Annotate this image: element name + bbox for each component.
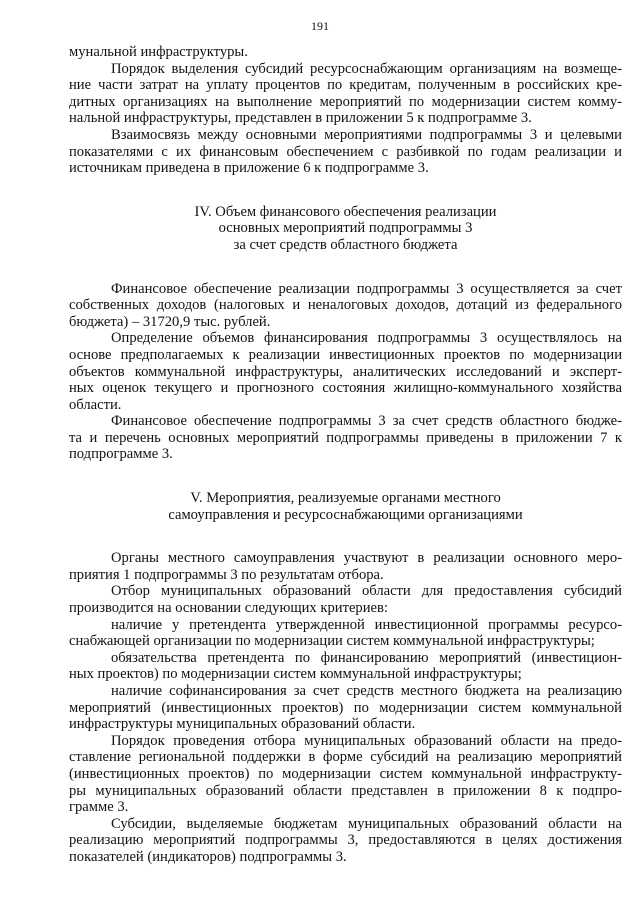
paragraph-continuation — [69, 44, 622, 61]
text-line: подпрограмме 3. — [69, 446, 173, 463]
paragraph-regional-budget — [69, 413, 622, 463]
heading-line: за счет средств областного бюджета — [233, 236, 458, 253]
text-line: области. — [69, 396, 122, 413]
section-heading-v — [69, 490, 622, 523]
paragraph-selection — [69, 583, 622, 616]
paragraph-financing — [69, 281, 622, 331]
text-line: производится на основании следующих критериев: — [69, 600, 388, 617]
text-line: Отбор муниципальных образований области для предоставления субсидий — [111, 583, 622, 600]
text-line: дитных организациях на выполнение мероприятий по модернизации систем комму- — [69, 93, 622, 110]
text-line: ние части затрат на уплату процентов по кредитам, полученным в российских кре- — [69, 77, 622, 94]
text-line: грамме 3. — [69, 799, 129, 816]
text-line: наличие софинансирования за счет средств местного бюджета на реализацию — [111, 683, 622, 699]
page-number: 191 — [311, 19, 329, 33]
text-line: снабжающей организации по модернизации систем коммунальной инфраструктуры; — [69, 633, 595, 650]
text-line: Субсидии, выделяемые бюджетам муниципальных образований области на — [111, 815, 622, 832]
text-line: объектов коммунальной инфраструктуры, аналитических исследований и эксперт- — [69, 363, 622, 380]
text-line: нальной инфраструктуры, представлен в приложении 5 к подпрограмме 3. — [69, 110, 532, 127]
text-line: источникам приведена в приложение 6 к подпрограмме 3. — [69, 160, 429, 177]
text-line: Органы местного самоуправления участвуют в реализации основного меро- — [111, 550, 622, 567]
text-line: наличие у претендента утвержденной инвестиционной программы ресурсо- — [111, 616, 622, 633]
text-line: ставление региональной поддержки в форме субсидий на реализацию мероприятий — [69, 749, 622, 766]
paragraph-subsidies — [69, 816, 622, 866]
text-line: основе предполагаемых к реализации инвестиционных проектов по модернизации — [69, 346, 622, 363]
text-line: Определение объемов финансирования подпрограммы 3 осуществлялось на — [111, 330, 622, 347]
text-line: собственных доходов (налоговых и неналоговых доходов, дотаций из федерального — [69, 297, 622, 314]
heading-line: V. Мероприятия, реализуемые органами местного — [190, 490, 501, 507]
heading-line: IV. Объем финансового обеспечения реализации — [194, 203, 497, 220]
heading-line: основных мероприятий подпрограммы 3 — [218, 220, 473, 237]
text-line: мероприятий (инвестиционных проектов) по модернизации систем коммунальной — [69, 699, 622, 716]
text-line: мунальной инфраструктуры. — [69, 44, 248, 60]
text-line: реализацию мероприятий подпрограммы 3, предоставляются в целях достижения — [69, 832, 622, 849]
text-line: Порядок выделения субсидий ресурсоснабжающим организациям на возмеще- — [111, 60, 622, 77]
paragraph-selection-order — [69, 733, 622, 816]
text-line: Взаимосвязь между основными мероприятиями подпрограммы 3 и целевыми — [111, 126, 622, 143]
text-line: Порядок проведения отбора муниципальных образований области на предо- — [111, 732, 622, 749]
text-line: обязательства претендента по финансированию мероприятий (инвестицион- — [111, 649, 622, 666]
page-content — [69, 44, 622, 866]
paragraph-volume-definition — [69, 330, 622, 413]
text-line: та и перечень основных мероприятий подпрограммы приведены в приложении 7 к — [69, 429, 622, 446]
heading-line: самоуправления и ресурсоснабжающими организациями — [168, 506, 523, 523]
text-line: приятия 1 подпрограммы 3 по результатам отбора. — [69, 566, 384, 583]
text-line: показателей (индикаторов) подпрограммы 3. — [69, 848, 347, 865]
text-line: Финансовое обеспечение реализации подпрограммы 3 осуществляется за счет — [111, 280, 622, 297]
text-line: Финансовое обеспечение подпрограммы 3 за счет средств областного бюдже- — [111, 413, 622, 430]
text-line: ры муниципальных образований области представлен в приложении 8 к подпро- — [69, 782, 622, 799]
paragraph-criterion-1 — [69, 617, 622, 650]
paragraph-local-authorities — [69, 550, 622, 583]
text-line: бюджета) – 31720,9 тыс. рублей. — [69, 313, 271, 330]
paragraph-relationship — [69, 127, 622, 177]
text-line: ных проектов) по модернизации систем коммунальной инфраструктуры; — [69, 666, 522, 683]
text-line: ных оценок текущего и прогнозного состояния жилищно-коммунального хозяйства — [69, 380, 622, 397]
text-line: (инвестиционных проектов) по модернизации систем коммунальной инфраструкту- — [69, 765, 622, 782]
paragraph-criterion-3 — [69, 683, 622, 733]
paragraph-criterion-2 — [69, 650, 622, 683]
section-heading-iv — [69, 204, 622, 254]
paragraph-subsidy-order — [69, 61, 622, 127]
text-line: показателями с их финансовым обеспечением с разбивкой по годам реализации и — [69, 143, 622, 160]
text-line: инфраструктуры муниципальных образований области. — [69, 716, 416, 733]
